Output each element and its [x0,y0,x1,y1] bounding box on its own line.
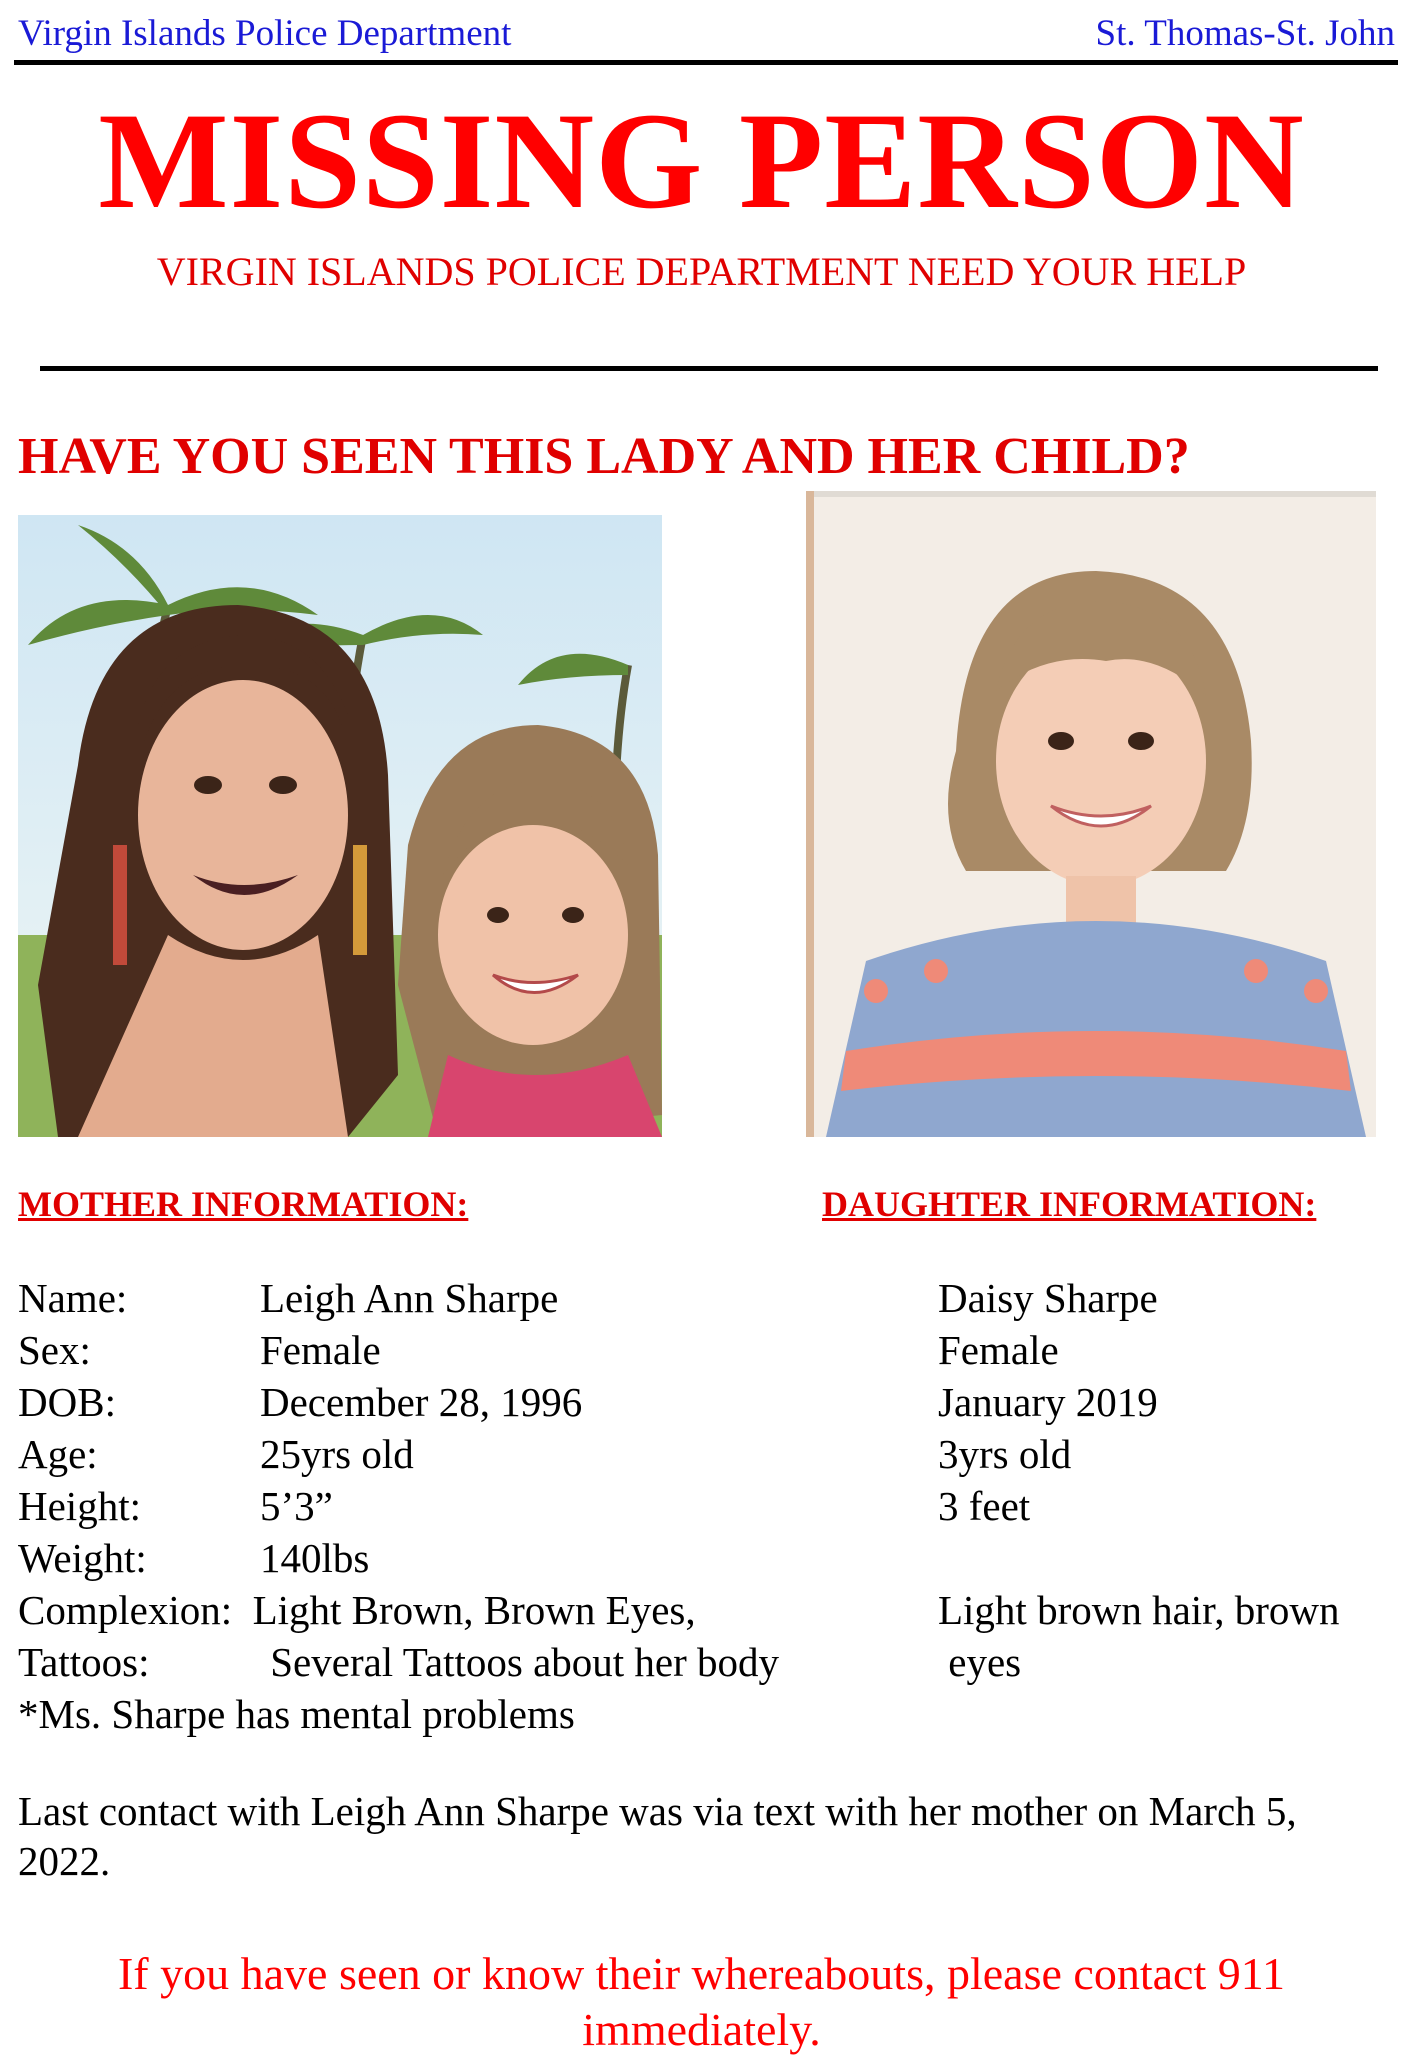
complexion-row [18,1584,779,1636]
daughter-description-line2: eyes [938,1639,1022,1685]
mother-weight: 140lbs [260,1535,370,1581]
daughter-age: 3yrs old [938,1431,1072,1477]
mother-dob: December 28, 1996 [260,1379,583,1425]
mother-complexion: Light Brown, Brown Eyes, [252,1587,696,1633]
label-weight: Weight: [18,1535,147,1581]
seen-question: HAVE YOU SEEN THIS LADY AND HER CHILD? [18,428,1190,485]
flyer-title: MISSING PERSON [98,84,1305,237]
mother-field-labels [18,1272,147,1584]
daughter-name: Daisy Sharpe [938,1275,1158,1321]
header-divider [14,60,1398,65]
daughter-sex: Female [938,1327,1059,1373]
label-age: Age: [18,1431,98,1477]
header-location: St. Thomas-St. John [1095,13,1395,54]
label-tattoos: Tattoos: [18,1639,150,1685]
daughter-info-heading: DAUGHTER INFORMATION: [822,1184,1317,1224]
section-divider [40,366,1378,371]
tattoos-row [18,1636,779,1688]
daughter-description-line1: Light brown hair, brown [938,1587,1340,1633]
daughter-spacer [938,1532,1339,1584]
contact-911-notice: If you have seen or know their whereabouts, please contact 911 immediately. [117,1948,1286,2055]
flyer-subtitle: VIRGIN ISLANDS POLICE DEPARTMENT NEED YOUR HELP [156,249,1247,294]
last-contact-text: Last contact with Leigh Ann Sharpe was via text with her mother on March 5, 2022. [18,1788,1297,1884]
label-complexion: Complexion: [18,1587,233,1633]
label-dob: DOB: [18,1379,116,1425]
daughter-height: 3 feet [938,1483,1031,1529]
mother-and-child-photo [18,515,662,1137]
header-department: Virgin Islands Police Department [18,13,512,54]
label-name: Name: [18,1275,128,1321]
mother-tattoos: Several Tattoos about her body [270,1639,780,1685]
label-sex: Sex: [18,1327,91,1373]
label-height: Height: [18,1483,141,1529]
mental-health-note: *Ms. Sharpe has mental problems [18,1691,575,1737]
mother-info-heading: MOTHER INFORMATION: [18,1184,469,1224]
mother-height: 5’3” [260,1483,333,1529]
mother-age: 25yrs old [260,1431,414,1477]
mother-field-values [260,1272,582,1584]
mother-name: Leigh Ann Sharpe [260,1275,559,1321]
daughter-dob: January 2019 [938,1379,1158,1425]
mother-sex: Female [260,1327,381,1373]
daughter-photo [806,491,1376,1137]
daughter-field-values [938,1272,1339,1688]
mother-extra-info [18,1584,779,1740]
